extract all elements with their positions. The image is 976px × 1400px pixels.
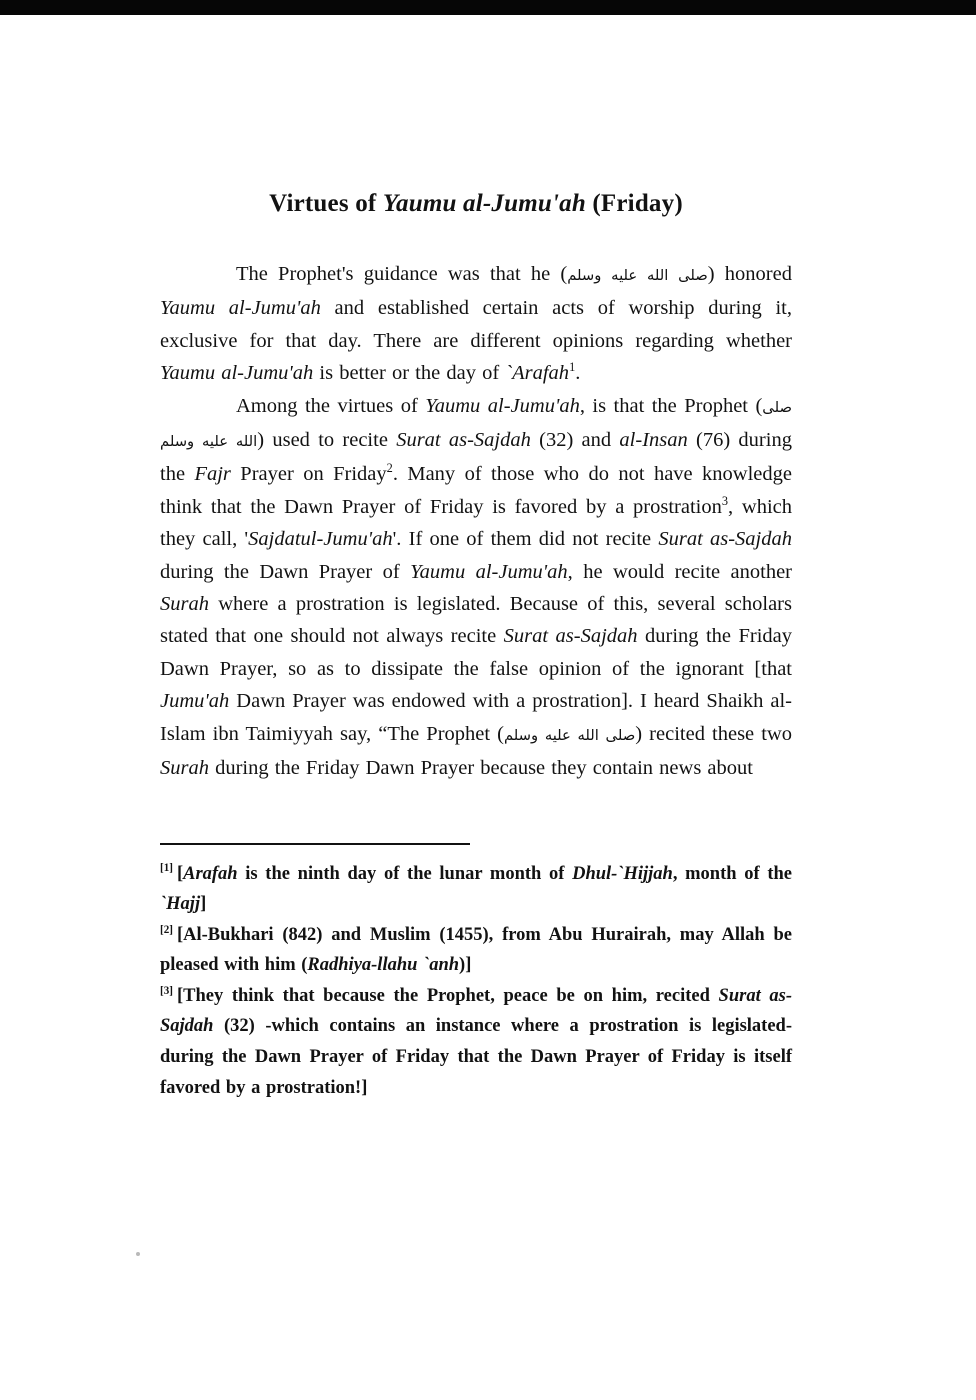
footnote-separator bbox=[160, 843, 470, 845]
text-run: during the Friday Dawn Prayer because they contain news about bbox=[208, 757, 753, 780]
text-run: Fajr bbox=[194, 463, 231, 486]
text-run: , he would recite another bbox=[567, 560, 792, 583]
text-run: Surat as-Sajdah bbox=[396, 429, 531, 452]
text-run: and established certain acts of worship during it, exclusive for that day. There are different opinions regarding whether bbox=[160, 297, 792, 352]
text-run: Radhiya-llahu `anh bbox=[307, 955, 460, 976]
text-run: Dhul-`Hijjah bbox=[572, 863, 673, 884]
page-title bbox=[160, 190, 792, 218]
text-run: Prayer on Friday bbox=[230, 463, 387, 486]
text-run: `Hajj bbox=[160, 894, 201, 915]
text-run: Among the virtues of bbox=[236, 394, 426, 417]
text-run: ) recited these two bbox=[635, 722, 793, 745]
text-run: 3 bbox=[721, 494, 729, 509]
text-run: Sajdatul-Jumu'ah bbox=[248, 528, 393, 551]
paragraph bbox=[160, 258, 792, 390]
text-run: . bbox=[575, 362, 581, 385]
footnote bbox=[160, 981, 792, 1103]
footnote-marker: [2] bbox=[160, 923, 173, 936]
text-run: . Many of those who do not have knowledge think that the Dawn Prayer of Friday is favored by a prostration bbox=[160, 463, 792, 518]
footnotes bbox=[160, 859, 792, 1104]
text-run: during the Dawn Prayer of bbox=[160, 560, 411, 583]
footnote-marker: [1] bbox=[160, 862, 173, 875]
footnote bbox=[160, 859, 792, 920]
text-run: Dawn Prayer was endowed with a prostration]. I heard Shaikh al-Islam ibn Taimiyyah say, “The Prophet ( bbox=[160, 690, 792, 745]
text-run: [ bbox=[176, 863, 184, 884]
text-run: al-Insan bbox=[619, 429, 688, 452]
text-run: 1 bbox=[569, 360, 576, 375]
text-run: (32) -which contains an instance where a prostration is legislated- during the Dawn Prayer of Friday that the Dawn Prayer of Friday is itself favored by a prostration!] bbox=[160, 1016, 792, 1098]
text-run: [They think that because the Prophet, peace be on him, recited bbox=[176, 985, 719, 1006]
footnote-marker: [3] bbox=[160, 984, 173, 997]
text-run: ) used to recite bbox=[257, 429, 397, 452]
footnote bbox=[160, 920, 792, 981]
text-run: Yaumu al-Jumu'ah bbox=[382, 190, 586, 217]
text-run: (32) and bbox=[530, 429, 620, 452]
text-run: Virtues of bbox=[269, 190, 383, 217]
text-run: Surat as-Sajdah bbox=[658, 528, 792, 551]
text-run: Yaumu al-Jumu'ah bbox=[160, 297, 321, 320]
text-run: (76) during the bbox=[160, 429, 792, 486]
arabic-honorific: صلى الله عليه وسلم bbox=[567, 267, 708, 284]
text-run: Surah bbox=[160, 593, 209, 616]
text-run: , month of the bbox=[672, 863, 792, 884]
paragraph bbox=[160, 390, 792, 785]
text-run: 2 bbox=[386, 461, 393, 476]
scan-artifact bbox=[136, 1252, 140, 1256]
text-run: Arafah bbox=[183, 863, 238, 884]
text-run: where a prostration is legislated. Because of this, several scholars stated that one should not always recite bbox=[160, 593, 792, 648]
text-run: The Prophet's guidance was that he ( bbox=[236, 263, 568, 285]
page-content bbox=[160, 190, 792, 1103]
text-run: , which they call, ' bbox=[160, 495, 792, 551]
scan-edge-artifact bbox=[0, 0, 976, 15]
text-run: during the Friday Dawn Prayer, so as to dissipate the false opinion of the ignorant [that bbox=[160, 625, 792, 680]
text-run: is the ninth day of the lunar month of bbox=[237, 863, 573, 884]
text-run: Yaumu al-Jumu'ah bbox=[410, 560, 568, 583]
text-run: Yaumu al-Jumu'ah bbox=[425, 394, 580, 417]
text-run: [Al-Bukhari (842) and Muslim (1455), from Abu Hurairah, may Allah be pleased with him ( bbox=[160, 924, 792, 976]
text-run: Surah bbox=[160, 757, 209, 780]
text-run: is better or the day of bbox=[313, 362, 506, 385]
text-run: ) honored bbox=[707, 263, 792, 285]
body-paragraphs bbox=[160, 258, 792, 785]
text-run: (Friday) bbox=[585, 190, 683, 217]
text-run: '. If one of them did not recite bbox=[392, 528, 659, 551]
text-run: Surat as-Sajdah bbox=[503, 625, 638, 648]
text-run: `Arafah bbox=[505, 362, 570, 385]
arabic-honorific: صلى الله عليه وسلم bbox=[160, 398, 792, 451]
text-run: , is that the Prophet ( bbox=[579, 394, 763, 417]
text-run: ] bbox=[200, 894, 207, 915]
arabic-honorific: صلى الله عليه وسلم bbox=[503, 726, 636, 744]
text-run: Surat as-Sajdah bbox=[160, 985, 792, 1037]
text-run: Yaumu al-Jumu'ah bbox=[160, 362, 314, 385]
text-run: Jumu'ah bbox=[160, 690, 230, 713]
text-run: )] bbox=[459, 955, 472, 976]
